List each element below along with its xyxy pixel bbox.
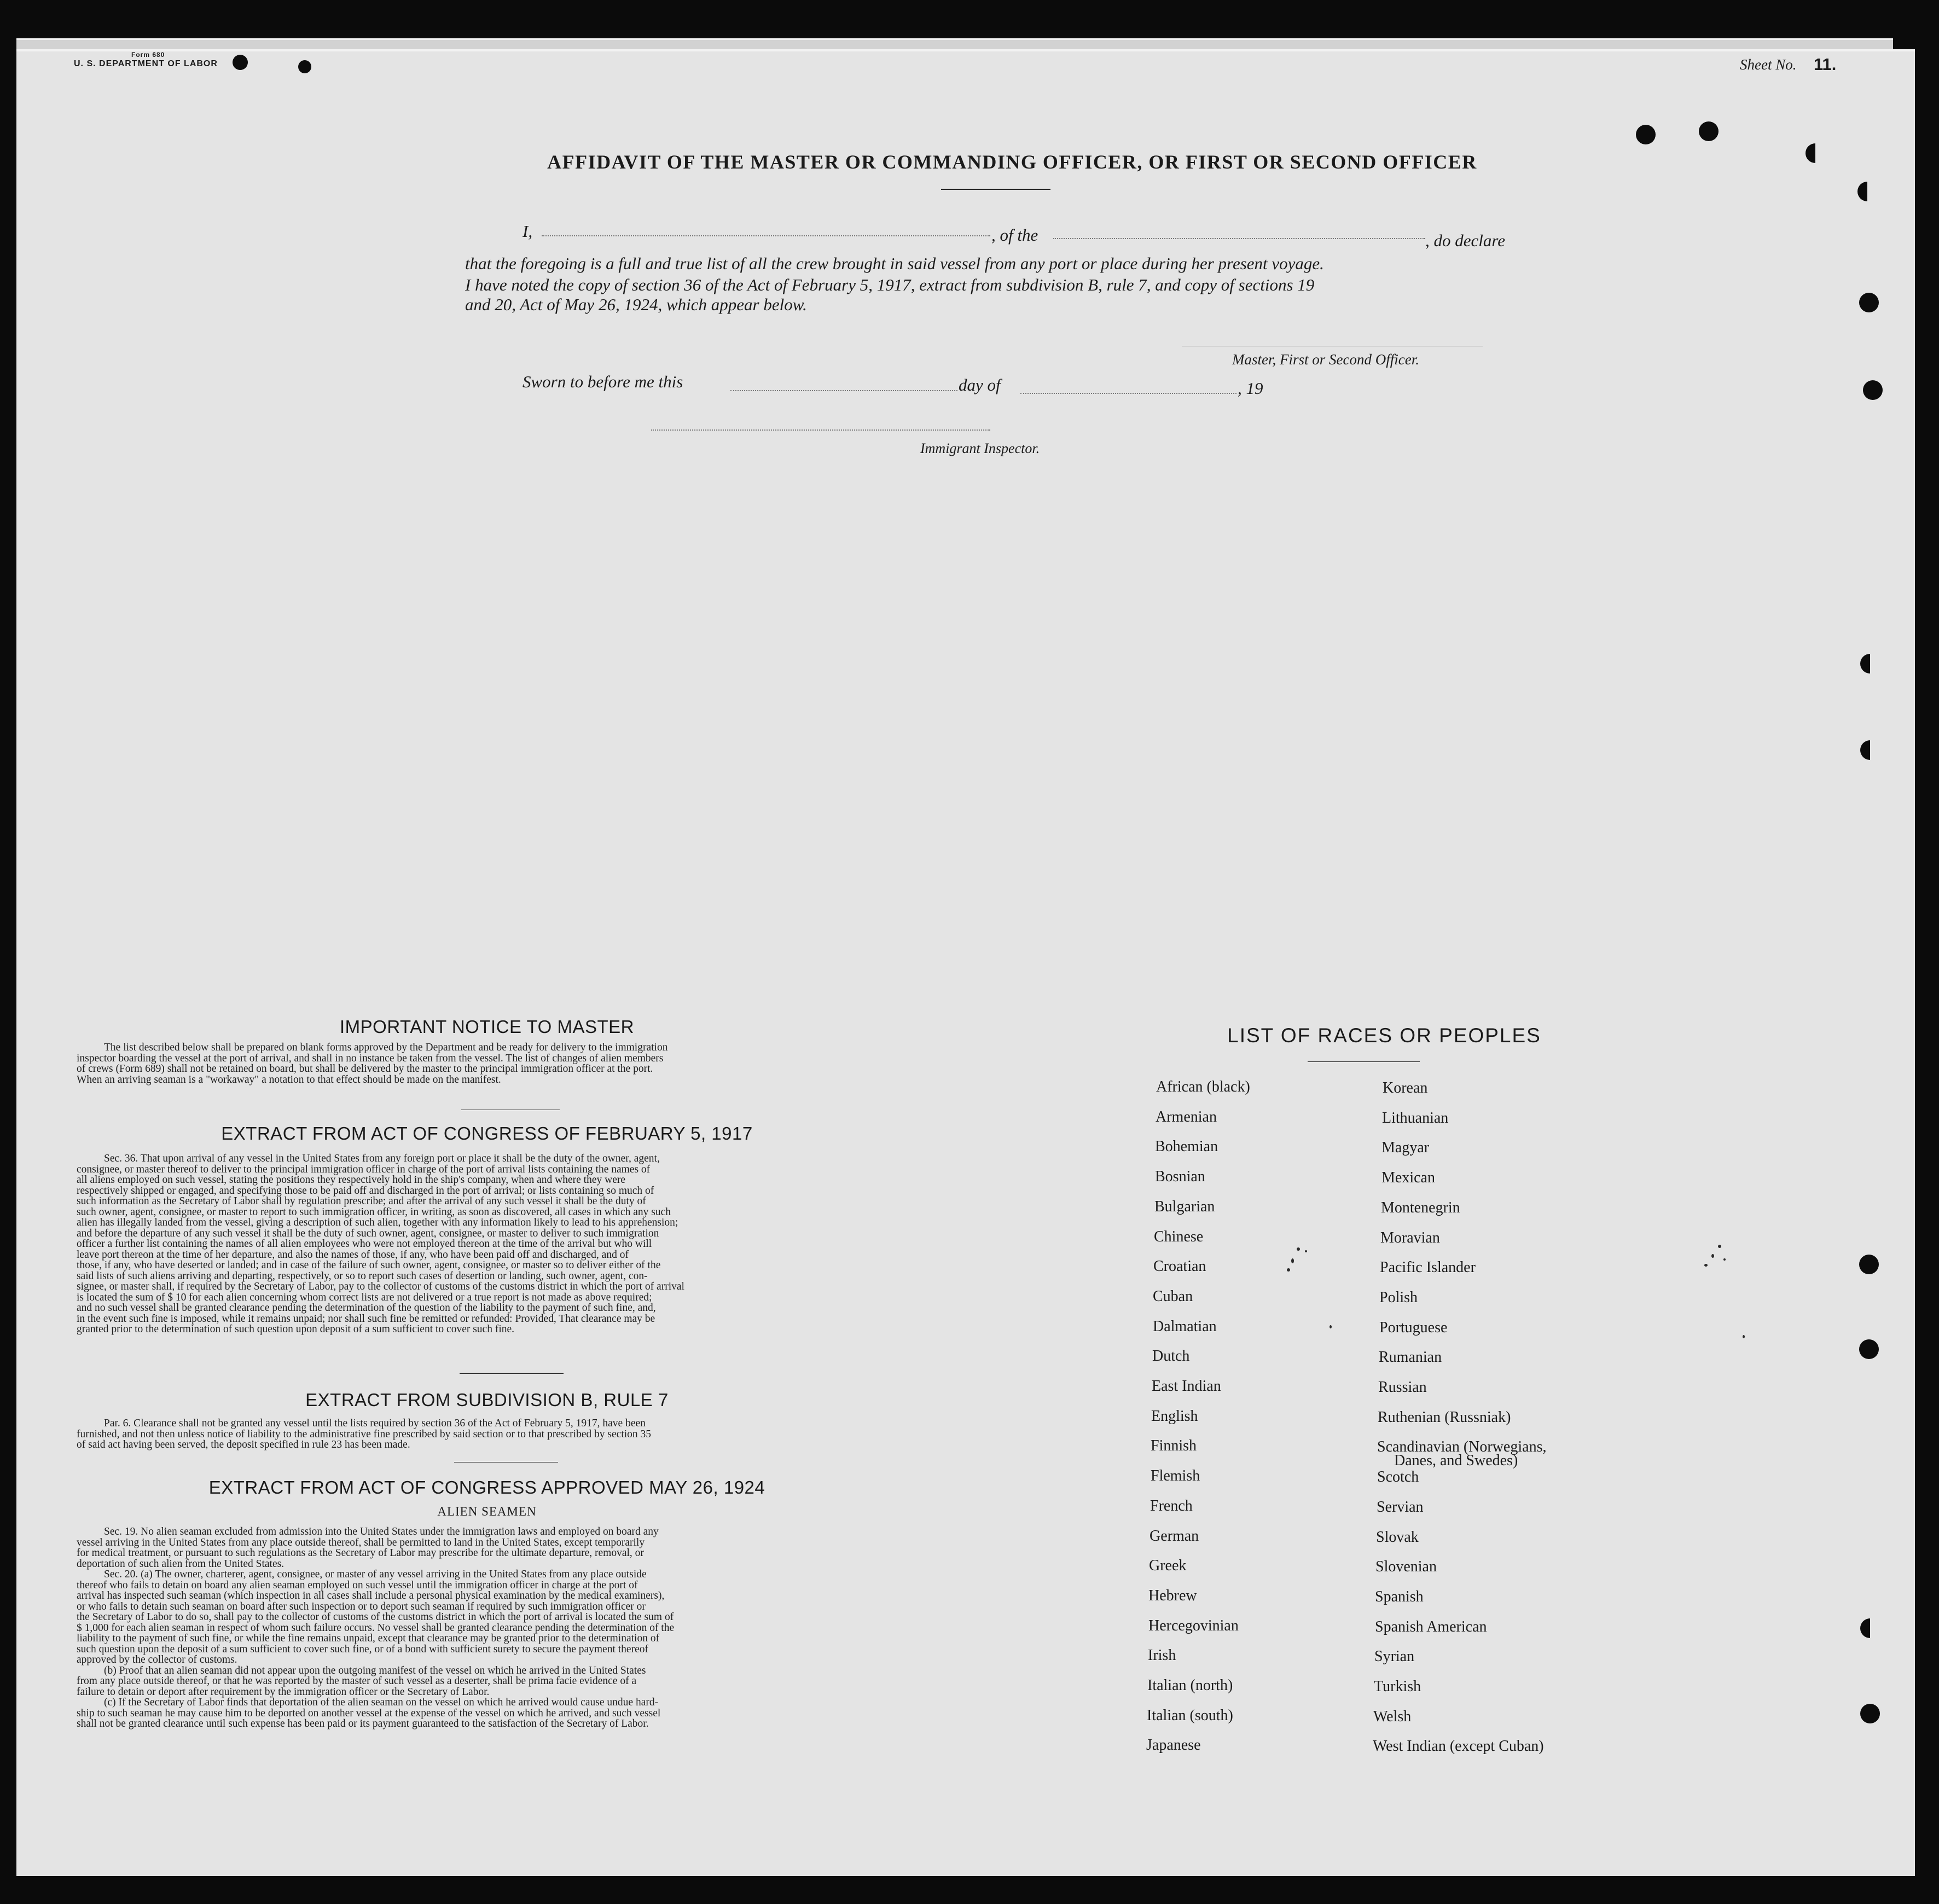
extract-1924-line: the Secretary of Labor to do so, shall pay to the collector of customs of the customs district in which the port of arrival is located the sum of <box>77 1611 674 1623</box>
race-item: Irish <box>1148 1647 1176 1664</box>
extract-1917-line: is located the sum of $ 10 for each alien concerning whom correct lists are not delivered or a true report is not made as above required; <box>77 1291 652 1303</box>
race-item: Rumanian <box>1379 1349 1442 1366</box>
inspector-label: Immigrant Inspector. <box>920 440 1040 456</box>
races-heading-underline <box>1308 1061 1420 1062</box>
race-item: West Indian (except Cuban) <box>1373 1738 1544 1755</box>
sheet-label: Sheet No. <box>1740 56 1797 73</box>
extract-1917-line: signee, or master shall, if required by the Secretary of Labor, pay to the collector of customs of the customs district in which the port of arrival <box>77 1281 684 1292</box>
race-item: Lithuanian <box>1382 1109 1449 1127</box>
extract-1917-line: consignee, or master thereof to deliver to the principal immigration officer in charge of the port of arrival lists containing the names of <box>77 1163 651 1175</box>
race-item: Slovenian <box>1375 1558 1437 1576</box>
extract-1924-line: arrival has inspected such seaman (which inspection in all cases shall include a personal physical examination by the medical examiners), <box>77 1590 665 1601</box>
department-name: U. S. DEPARTMENT OF LABOR <box>74 59 218 68</box>
extract-1924-line: failure to detain or deport after requirement by the immigration officer or the Secretary of Labor. <box>77 1686 490 1698</box>
ink-speck <box>1297 1247 1300 1251</box>
extract-1924-line: liability to the payment of such fine, or while the fine remains unpaid, except that clearance may be granted prior to the determination of <box>77 1633 660 1644</box>
extract-1917-line: said lists of such aliens arriving and departing, respectively, or so to report such cases of desertion or landing, such owner, agent, con- <box>77 1270 648 1282</box>
extract-1924-line: deportation of such alien from the United States. <box>77 1558 285 1570</box>
race-item: Montenegrin <box>1381 1199 1460 1216</box>
sworn-label: Sworn to before me this <box>523 372 683 391</box>
race-item: Hebrew <box>1148 1587 1197 1604</box>
punch-hole <box>1860 1704 1880 1723</box>
form-number: Form 680 <box>131 51 165 59</box>
punch-hole <box>298 60 311 73</box>
race-item: Welsh <box>1373 1708 1412 1725</box>
race-item: Cuban <box>1153 1287 1193 1305</box>
extract-1924-line: Sec. 19. No alien seaman excluded from admission into the United States under the immigration laws and employed on board any <box>104 1526 659 1537</box>
extract-1924-line: or who fails to detain such seaman on board after such inspection or to deport such seaman if required by such immigration officer or <box>77 1600 646 1612</box>
subdivision-b-line: furnished, and not then unless notice of liability to the administrative fine prescribed by said section or to that prescribed by section 35 <box>77 1428 652 1440</box>
race-item: Bosnian <box>1155 1168 1205 1186</box>
race-item: Portuguese <box>1379 1319 1448 1336</box>
affidavit-title: AFFIDAVIT OF THE MASTER OR COMMANDING OFFICER, OR FIRST OR SECOND OFFICER <box>547 151 1477 173</box>
race-item: Greek <box>1149 1557 1187 1575</box>
divider <box>460 1373 564 1374</box>
race-item: Danes, and Swedes) <box>1394 1452 1518 1470</box>
races-heading: LIST OF RACES OR PEOPLES <box>1227 1024 1541 1047</box>
extract-1924-line: (c) If the Secretary of Labor finds that deportation of the alien seaman on the vessel on which he arrived would cause undue hard- <box>104 1697 659 1708</box>
race-item: Bohemian <box>1155 1138 1218 1156</box>
extract-1924-line: ship to such seaman he may cause him to be deported on another vessel at the expense of the vessel on which he arrived, and such vessel <box>77 1707 661 1719</box>
extract-1917-line: granted prior to the determination of such question upon deposit of a sum sufficient to cover such fine. <box>77 1323 515 1335</box>
race-item: Croatian <box>1153 1258 1206 1275</box>
ink-speck <box>1704 1264 1708 1267</box>
extract-1924-line: such question upon the deposit of a sum sufficient to cover such fine, or of a bond with sufficient surety to secure the payment thereof <box>77 1643 648 1655</box>
race-item: Turkish <box>1374 1678 1421 1695</box>
extract-1917-line: officer a further list containing the names of all alien employees who were not employed thereon at the time of the arrival but who will <box>77 1238 652 1250</box>
race-item: Italian (south) <box>1147 1706 1233 1724</box>
ink-speck <box>1723 1258 1726 1261</box>
race-item: Japanese <box>1146 1737 1201 1754</box>
extract-1917-line: Sec. 36. That upon arrival of any vessel in the United States from any foreign port or place it shall be the duty of the owner, agent, <box>104 1153 660 1164</box>
punch-hole <box>1859 293 1879 312</box>
race-item: Spanish <box>1375 1588 1424 1605</box>
punch-hole <box>1859 1339 1879 1359</box>
extract-1924-line: from any place outside thereof, or that he was reported by the master of such vessel as a deserter, shall be prima facie evidence of a <box>77 1675 637 1687</box>
race-item: English <box>1151 1407 1198 1425</box>
extract-1917-line: all aliens employed on such vessel, stating the positions they respectively hold in the ship's company, when and where they were <box>77 1174 626 1186</box>
race-item: Chinese <box>1154 1228 1204 1245</box>
punch-hole <box>1699 121 1719 141</box>
extract-1924-line: shall not be granted clearance until such expense has been paid or its payment guaranteed to the satisfaction of the Secretary of Labor. <box>77 1718 649 1729</box>
extract-1924-line: $ 1,000 for each alien seaman in respect of whom such failure occurs. No vessel shall be granted clearance pending the determination of the <box>77 1622 675 1634</box>
punch-hole <box>233 55 248 70</box>
race-item: Finnish <box>1151 1437 1197 1455</box>
race-item: French <box>1150 1497 1193 1514</box>
notice-line: inspector boarding the vessel at the port of arrival, and shall in no instance be taken from the vessel. The list of changes of alien members <box>77 1052 664 1064</box>
extract-1924-line: for medical treatment, or pursuant to such regulations as the Secretary of Labor may prescribe for the ultimate departure, removal, or <box>77 1547 644 1559</box>
extract-1924-line: (b) Proof that an alien seaman did not appear upon the outgoing manifest of the vessel on which he arrived in the United States <box>104 1664 646 1676</box>
extract-1924-line: vessel arriving in the United States from any place outside thereof, shall be permitted to land in the United States, except temporarily <box>77 1536 645 1548</box>
day-of-label: day of <box>959 375 1001 394</box>
extract-1917-text <box>77 1153 895 1335</box>
race-item: Ruthenian (Russniak) <box>1378 1408 1511 1426</box>
notice-line: of crews (Form 689) shall not be retained on board, but shall be delivered by the master to the principal immigration officer at the port. <box>77 1063 653 1075</box>
sworn-day-field[interactable] <box>730 390 957 391</box>
alien-seamen-subheading: ALIEN SEAMEN <box>437 1505 537 1518</box>
affidavit-line-2: I have noted the copy of section 36 of the Act of February 5, 1917, extract from subdivision B, rule 7, and copy of sections 19 <box>465 275 1315 294</box>
race-item: Scotch <box>1377 1468 1419 1486</box>
race-item: African (black) <box>1156 1078 1250 1095</box>
race-item: Hercegovinian <box>1148 1617 1239 1634</box>
subdivision-b-text <box>77 1418 895 1450</box>
punch-hole <box>1859 1255 1879 1274</box>
extract-1924-line: Sec. 20. (a) The owner, charterer, agent, consignee, or master of any vessel arriving in the United States from any place outside <box>104 1569 647 1580</box>
notice-line: When an arriving seaman is a "workaway" a notation to that effect should be made on the manifest. <box>77 1073 501 1085</box>
ink-speck <box>1291 1258 1294 1263</box>
ink-speck <box>1711 1254 1714 1258</box>
race-item: Mexican <box>1381 1169 1435 1187</box>
race-item: Polish <box>1379 1288 1418 1306</box>
notice-text <box>77 1042 895 1085</box>
sworn-month-field[interactable] <box>1020 393 1236 394</box>
subdivision-b-line: Par. 6. Clearance shall not be granted any vessel until the lists required by section 36 of the Act of February 5, 1917, have been <box>104 1418 646 1429</box>
race-item: Armenian <box>1156 1108 1217 1125</box>
race-item: Italian (north) <box>1147 1677 1233 1694</box>
race-item: Korean <box>1383 1079 1428 1096</box>
affidavit-do-declare-label: , do declare <box>1425 231 1506 250</box>
extract-1917-line: alien has illegally landed from the vessel, giving a description of such alien, together with any information likely to lead to his apprehension; <box>77 1217 678 1228</box>
race-item: German <box>1150 1527 1199 1545</box>
affidavit-i-label: I, <box>523 222 533 241</box>
ink-speck <box>1330 1325 1332 1328</box>
extract-1917-line: such owner, agent, consignee, or master to report to such immigration officer, in writing, as soon as discovered, all cases in which any such <box>77 1206 671 1218</box>
race-item: Dalmatian <box>1153 1317 1217 1335</box>
title-underline <box>941 189 1050 190</box>
extract-1917-line: such information as the Secretary of Labor shall by regulation prescribe; and after the arrival of any such vessel it shall be the duty of <box>77 1195 646 1207</box>
extract-1917-line: those, if any, who have deserted or landed; and in case of the failure of such owner, agent, consignee, or master so to deliver either of the <box>77 1259 661 1271</box>
notice-heading: IMPORTANT NOTICE TO MASTER <box>339 1017 634 1037</box>
affidavit-of-the-label: , of the <box>991 225 1038 245</box>
extract-1917-line: leave port thereon at the time of her departure, and also the names of those, if any, who have been paid off and discharged, and of <box>77 1249 629 1261</box>
race-item: Pacific Islander <box>1380 1259 1476 1276</box>
ink-speck <box>1305 1250 1307 1252</box>
race-item: Spanish American <box>1375 1618 1487 1635</box>
race-item: Slovak <box>1376 1528 1419 1546</box>
extract-1924-heading: EXTRACT FROM ACT OF CONGRESS APPROVED MAY 26, 1924 <box>208 1477 765 1497</box>
extract-1917-line: in the event such fine is imposed, while it remains unpaid; nor shall such fine be remitted or refunded: Provided, That clearance may be <box>77 1313 655 1325</box>
notice-line: The list described below shall be prepared on blank forms approved by the Department and be ready for delivery to the immigration <box>104 1042 668 1053</box>
year-label: , 19 <box>1238 379 1263 398</box>
race-item: Servian <box>1377 1498 1424 1516</box>
extract-1917-line: and before the departure of any such vessel it shall be the duty of such owner, agent, consignee, or master to deliver to such immigration <box>77 1227 659 1239</box>
punch-hole <box>1636 125 1656 144</box>
race-item: Magyar <box>1381 1139 1430 1157</box>
vessel-field[interactable] <box>1053 238 1425 239</box>
race-item: Dutch <box>1152 1348 1190 1365</box>
race-item: Russian <box>1378 1379 1427 1396</box>
extract-1917-line: and no such vessel shall be granted clearance pending the determination of the question of the liability to the payment of such fine, and, <box>77 1302 656 1314</box>
race-item: Bulgarian <box>1154 1198 1215 1215</box>
race-item: Syrian <box>1374 1648 1415 1665</box>
subdivision-b-heading: EXTRACT FROM SUBDIVISION B, RULE 7 <box>305 1390 669 1410</box>
race-item: Scandinavian (Norwegians, <box>1377 1438 1547 1456</box>
extract-1924-line: thereof who fails to detain on board any alien seaman employed on such vessel until the immigration officer in charge at the port of <box>77 1579 638 1591</box>
sheet-number: 11. <box>1814 55 1837 74</box>
extract-1917-heading: EXTRACT FROM ACT OF CONGRESS OF FEBRUARY 5, 1917 <box>221 1123 753 1143</box>
subdivision-b-line: of said act having been served, the deposit specified in rule 23 has been made. <box>77 1439 410 1450</box>
extract-1924-text <box>77 1526 895 1729</box>
name-field[interactable] <box>542 235 990 236</box>
ink-speck <box>1718 1245 1721 1248</box>
affidavit-line-1: that the foregoing is a full and true list of all the crew brought in said vessel from any port or place during her present voyage. <box>465 254 1324 273</box>
race-item: Moravian <box>1380 1229 1440 1246</box>
extract-1924-line: approved by the collector of customs. <box>77 1654 237 1665</box>
punch-hole <box>1863 380 1883 400</box>
inspector-signature-field[interactable] <box>651 429 990 431</box>
ink-speck <box>1287 1268 1290 1272</box>
affidavit-line-3: and 20, Act of May 26, 1924, which appear below. <box>465 295 807 314</box>
master-signature-label: Master, First or Second Officer. <box>1232 351 1419 368</box>
ink-speck <box>1743 1335 1745 1338</box>
race-item: Flemish <box>1151 1467 1200 1485</box>
race-item: East Indian <box>1152 1378 1221 1395</box>
extract-1917-line: respectively shipped or engaged, and specifying those to be paid off and discharged in the port of arrival; or lists containing so much of <box>77 1185 654 1197</box>
